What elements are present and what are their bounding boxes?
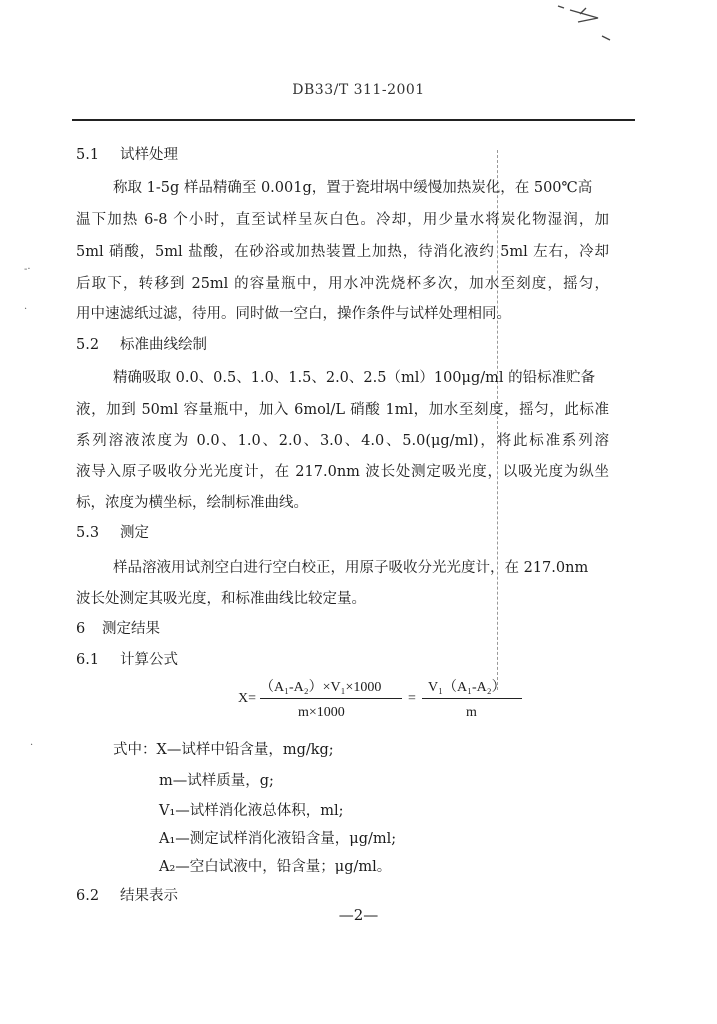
paragraph-line: 波长处测定其吸光度，和标准曲线比较定量。 [76, 591, 366, 607]
lead-content-formula [238, 676, 528, 726]
formula-denominator-1: m×1000 [298, 705, 345, 720]
document-header-code: DB33/T 311-2001 [292, 82, 425, 98]
fraction-bar [422, 698, 522, 699]
section-title: 计算公式 [120, 652, 178, 668]
variable-legend-item: A₂—空白试液中，铅含量；μg/ml。 [159, 859, 392, 875]
paragraph-line: 后取下，转移到 25ml 的容量瓶中，用水冲洗烧杯多次，加水至刻度，摇匀， [76, 276, 609, 292]
paragraph-line: 标，浓度为横坐标，绘制标准曲线。 [76, 495, 308, 511]
section-title: 试样处理 [120, 147, 178, 163]
section-number: 5.2 [76, 337, 100, 353]
section-number: 5.1 [76, 147, 100, 163]
paragraph-line: 系列溶液浓度为 0.0、1.0、2.0、3.0、4.0、5.0(μg/ml)，将此标准系列溶 [76, 433, 609, 449]
scan-mark-top-right [540, 0, 650, 45]
formula-denominator-2: m [466, 705, 477, 720]
section-6-2-heading [76, 884, 178, 905]
section-6-1-heading [76, 648, 178, 669]
header-rule [72, 119, 635, 121]
paragraph-line: 精确吸取 0.0、0.5、1.0、1.5、2.0、2.5（ml）100μg/ml 的铅标准贮备 [113, 370, 596, 386]
scan-speck: · [24, 304, 28, 315]
paragraph-line: 5ml 硝酸，5ml 盐酸，在砂浴或加热装置上加热，待消化液约 5ml 左右，冷却 [76, 244, 609, 260]
scan-speck: -· [24, 264, 31, 275]
section-title: 测定 [120, 525, 149, 541]
section-title: 结果表示 [120, 888, 178, 904]
formula-equals: = [408, 691, 416, 706]
paragraph-line: 液，加到 50ml 容量瓶中，加入 6mol/L 硝酸 1ml，加水至刻度，摇匀，此标准 [76, 402, 609, 418]
section-5-2-heading [76, 333, 207, 354]
formula-lhs: X= [238, 691, 257, 706]
page-number: —2— [338, 906, 379, 924]
section-5-1-heading [76, 143, 178, 164]
formula-numerator-2: V₁（A₁-A₂） [428, 680, 506, 695]
variable-legend-intro: 式中：X—试样中铅含量，mg/kg; [113, 742, 334, 758]
paragraph-line: 温下加热 6-8 个小时，直至试样呈灰白色。冷却，用少量水将炭化物湿润，加 [76, 212, 609, 228]
variable-legend-item: m—试样质量，g; [159, 773, 274, 789]
scan-speck: · [30, 740, 34, 751]
section-title: 测定结果 [102, 621, 160, 637]
section-6-heading [76, 617, 160, 638]
fraction-bar [260, 698, 402, 699]
section-number: 6.2 [76, 888, 100, 904]
paragraph-line: 称取 1-5g 样品精确至 0.001g，置于瓷坩埚中缓慢加热炭化，在 500℃高 [113, 180, 593, 196]
variable-legend-item: V₁—试样消化液总体积，ml; [159, 803, 344, 819]
section-title: 标准曲线绘制 [120, 337, 207, 353]
paragraph-line: 样品溶液用试剂空白进行空白校正，用原子吸收分光光度计，在 217.0nm [113, 560, 589, 576]
section-number: 5.3 [76, 525, 100, 541]
section-5-3-heading [76, 521, 149, 542]
section-number: 6 [76, 621, 86, 637]
variable-legend-item: A₁—测定试样消化液铅含量，μg/ml; [159, 831, 397, 847]
formula-numerator-1: （A₁-A₂）×V₁×1000 [260, 680, 382, 695]
scan-fold-line [497, 150, 498, 690]
section-number: 6.1 [76, 652, 100, 668]
paragraph-line: 液导入原子吸收分光光度计，在 217.0nm 波长处测定吸光度，以吸光度为纵坐 [76, 464, 609, 480]
paragraph-line: 用中速滤纸过滤，待用。同时做一空白，操作条件与试样处理相同。 [76, 306, 511, 322]
